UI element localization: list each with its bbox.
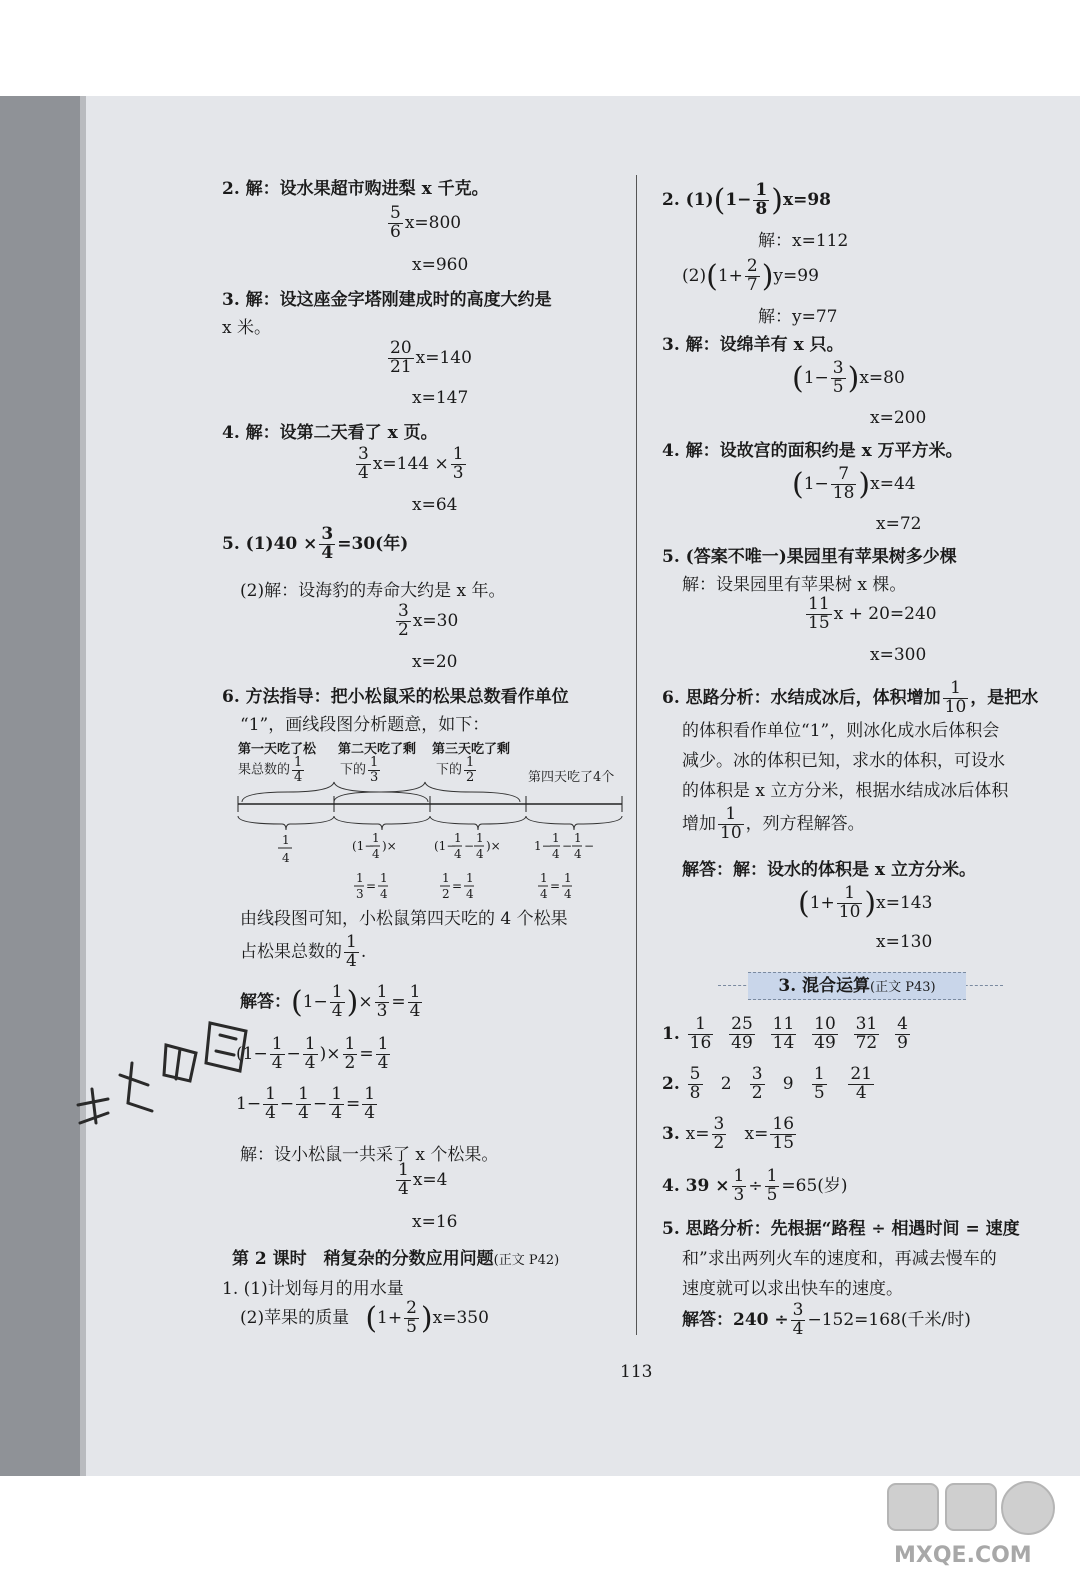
q2-equation-2: x=960 bbox=[412, 255, 469, 275]
svg-text:)×: )× bbox=[486, 839, 501, 853]
m2-answers: 2. $\frac{5}{8}$ 2 $\frac{3}{2}$ 9 $\frac{1}{5}$ $\frac{21}{4}$ bbox=[662, 1064, 873, 1103]
svg-text:4: 4 bbox=[564, 887, 572, 898]
svg-text:4: 4 bbox=[282, 851, 290, 865]
svg-text:1: 1 bbox=[540, 871, 548, 885]
q3-statement-1: 3. 解：设这座金字塔刚建成时的高度大约是 bbox=[222, 290, 552, 310]
q5-equation-2: x=20 bbox=[412, 652, 458, 672]
q6-conclusion-2: 占松果总数的 $\frac{1}{4}$ . bbox=[240, 932, 367, 971]
r5-equation-1: $\frac{11}{15}$ x + 20=240 bbox=[808, 594, 937, 633]
svg-text:3: 3 bbox=[356, 887, 364, 898]
r6-answer: 解答：解：设水的体积是 x 立方分米。 bbox=[682, 860, 976, 880]
svg-text:(1−: (1− bbox=[434, 839, 457, 853]
line-segment-diagram bbox=[234, 738, 634, 898]
q6-answer-line-3: 1− $\frac{1}{4}$ − $\frac{1}{4}$ − $\frac{1}{4}$ = $\frac{1}{4}$ bbox=[236, 1084, 376, 1123]
section-heading: 3. 混合运算(正文 P43) bbox=[748, 972, 966, 1000]
q2-equation-1: $\frac{5}{6}$ x=800 bbox=[390, 203, 462, 242]
q6-answer-line-1: 解答：(1− $\frac{1}{4}$ )× $\frac{1}{3}$ = $\frac{1}{4}$ bbox=[240, 982, 421, 1021]
r5-solution-intro: 解：设果园里有苹果树 x 棵。 bbox=[682, 575, 907, 595]
m3-answers: 3. x= $\frac{3}{2}$ x= $\frac{16}{15}$ bbox=[662, 1114, 795, 1153]
svg-text:4: 4 bbox=[454, 847, 462, 861]
column-divider bbox=[636, 175, 637, 1335]
r6-analysis-3: 减少。冰的体积已知，求水的体积，可设水 bbox=[682, 751, 1005, 771]
svg-text:)×: )× bbox=[382, 839, 397, 853]
r2-part2: (2)(1+ $\frac{2}{7}$ )y=99 bbox=[682, 256, 819, 295]
svg-text:=: = bbox=[366, 879, 377, 893]
r5-statement: 5. (答案不唯一)果园里有苹果树多少棵 bbox=[662, 547, 957, 567]
diagram-sub-1: 果总数的 $\frac{1}{4}$ bbox=[238, 755, 303, 785]
q3-equation-1: $\frac{20}{21}$ x=140 bbox=[390, 338, 472, 377]
svg-text:1: 1 bbox=[552, 831, 560, 845]
handwritten-annotation bbox=[70, 1005, 260, 1140]
svg-text:1: 1 bbox=[454, 831, 462, 845]
svg-text:1: 1 bbox=[380, 871, 388, 885]
m5-analysis-3: 速度就可以求出快车的速度。 bbox=[682, 1279, 903, 1299]
svg-text:1: 1 bbox=[564, 871, 572, 885]
svg-text:−: − bbox=[464, 839, 475, 853]
svg-text:4: 4 bbox=[574, 847, 582, 861]
q3-statement-2: x 米。 bbox=[222, 318, 271, 338]
svg-text:1: 1 bbox=[372, 831, 380, 845]
lesson-q1-part1: 1. (1)计划每月的用水量 bbox=[222, 1279, 404, 1299]
q6-guide-2: “1”，画线段图分析题意，如下： bbox=[240, 715, 490, 735]
r4-statement: 4. 解：设故宫的面积约是 x 万平方米。 bbox=[662, 441, 963, 461]
q6-answer-equation-1: $\frac{1}{4}$ x=4 bbox=[398, 1160, 448, 1199]
svg-text:1: 1 bbox=[356, 871, 364, 885]
r2-part1: 2. (1)(1− $\frac{1}{8}$ )x=98 bbox=[662, 180, 831, 219]
q2-statement: 2. 解：设水果超市购进梨 x 千克。 bbox=[222, 179, 489, 199]
svg-text:−: − bbox=[562, 839, 573, 853]
r6-equation-2: x=130 bbox=[876, 932, 933, 952]
q6-answer-line-2: (1− $\frac{1}{4}$ − $\frac{1}{4}$ )× $\frac{1}{2}$ = $\frac{1}{4}$ bbox=[236, 1034, 389, 1073]
r3-equation-2: x=200 bbox=[870, 408, 927, 428]
q6-answer-equation-2: x=16 bbox=[412, 1212, 458, 1232]
page-number: 113 bbox=[620, 1362, 653, 1382]
r6-analysis-5: 增加 $\frac{1}{10}$ ，列方程解答。 bbox=[682, 804, 865, 843]
diagram-sub-2: 下的 $\frac{1}{3}$ bbox=[340, 755, 379, 785]
r4-equation-2: x=72 bbox=[876, 514, 922, 534]
svg-text:4: 4 bbox=[540, 887, 548, 898]
watermark-logo bbox=[880, 1478, 1070, 1568]
svg-text:4: 4 bbox=[372, 847, 380, 861]
svg-text:1: 1 bbox=[574, 831, 582, 845]
diagram-sub-4: 第四天吃了4个 bbox=[528, 770, 615, 785]
svg-text:2: 2 bbox=[442, 887, 450, 898]
svg-text:MXQE.COM: MXQE.COM bbox=[894, 1543, 1032, 1568]
svg-text:=: = bbox=[452, 879, 463, 893]
svg-text:4: 4 bbox=[552, 847, 560, 861]
q3-equation-2: x=147 bbox=[412, 388, 469, 408]
r5-equation-2: x=300 bbox=[870, 645, 927, 665]
r6-analysis-1: 6. 思路分析：水结成冰后，体积增加 $\frac{1}{10}$ ，是把水 bbox=[662, 678, 1039, 717]
svg-text:(1−: (1− bbox=[352, 839, 375, 853]
svg-text:−: − bbox=[584, 839, 595, 853]
m5-answer: 解答：240 ÷ $\frac{3}{4}$ −152=168(千米/时) bbox=[682, 1300, 971, 1339]
svg-text:1: 1 bbox=[466, 871, 474, 885]
svg-text:4: 4 bbox=[466, 887, 474, 898]
r3-statement: 3. 解：设绵羊有 x 只。 bbox=[662, 335, 844, 355]
diagram-label-day3: 第三天吃了剩 bbox=[432, 742, 511, 757]
r6-equation-1: (1+ $\frac{1}{10}$ )x=143 bbox=[798, 883, 933, 922]
q4-statement: 4. 解：设第二天看了 x 页。 bbox=[222, 423, 438, 443]
r6-analysis-4: 的体积是 x 立方分米，根据水结成冰后体积 bbox=[682, 781, 1009, 801]
q4-equation-2: x=64 bbox=[412, 495, 458, 515]
diagram-label-day1: 第一天吃了松 bbox=[238, 742, 317, 757]
m1-answers: 1. $\frac{1}{16}$ $\frac{25}{49}$ $\frac{11}{14}$ $\frac{10}{49}$ $\frac{31}{72}$ $\frac{4}{9}$ bbox=[662, 1014, 908, 1053]
r4-equation-1: (1− $\frac{7}{18}$ )x=44 bbox=[792, 464, 916, 503]
q6-guide-1: 6. 方法指导：把小松鼠采的松果总数看作单位 bbox=[222, 687, 569, 707]
r6-analysis-2: 的体积看作单位“1”，则冰化成水后体积会 bbox=[682, 721, 1000, 741]
r2-part1-solution: 解：x=112 bbox=[758, 231, 849, 251]
svg-text:1: 1 bbox=[476, 831, 484, 845]
diagram-label-day2: 第二天吃了剩 bbox=[338, 742, 417, 757]
r3-equation-1: (1− $\frac{3}{5}$ )x=80 bbox=[792, 358, 905, 397]
q5-part-1: 5. (1)40 × $\frac{3}{4}$ =30(年) bbox=[222, 524, 409, 563]
q6-conclusion-1: 由线段图可知，小松鼠第四天吃的 4 个松果 bbox=[240, 909, 568, 929]
q4-equation-1: $\frac{3}{4}$ x=144 × $\frac{1}{3}$ bbox=[358, 444, 464, 483]
svg-text:1−: 1− bbox=[534, 839, 552, 853]
q5-part-2: (2)解：设海豹的寿命大约是 x 年。 bbox=[240, 581, 506, 601]
top-margin bbox=[0, 0, 1080, 96]
diagram-sub-3: 下的 $\frac{1}{2}$ bbox=[436, 755, 475, 785]
lesson-q1-part2: (2)苹果的质量 (1+ $\frac{2}{5}$ )x=350 bbox=[240, 1298, 489, 1337]
svg-text:1: 1 bbox=[282, 833, 290, 847]
q5-equation-1: $\frac{3}{2}$ x=30 bbox=[398, 601, 459, 640]
q6-answer-line-4: 解：设小松鼠一共采了 x 个松果。 bbox=[240, 1145, 499, 1165]
r2-part2-solution: 解：y=77 bbox=[758, 307, 838, 327]
svg-text:4: 4 bbox=[380, 887, 388, 898]
svg-text:=: = bbox=[550, 879, 561, 893]
m4-answer: 4. 39 × $\frac{1}{3}$ ÷ $\frac{1}{5}$ =65(岁) bbox=[662, 1166, 848, 1205]
lesson-title: 第 2 课时 稍复杂的分数应用问题(正文 P42) bbox=[232, 1249, 560, 1269]
svg-text:1: 1 bbox=[442, 871, 450, 885]
svg-text:4: 4 bbox=[476, 847, 484, 861]
m5-analysis-1: 5. 思路分析：先根据“路程 ÷ 相遇时间 = 速度 bbox=[662, 1219, 1020, 1239]
m5-analysis-2: 和”求出两列火车的速度和，再减去慢车的 bbox=[682, 1249, 997, 1269]
book-spine-shadow bbox=[0, 96, 80, 1476]
diagram-lines bbox=[234, 738, 634, 898]
